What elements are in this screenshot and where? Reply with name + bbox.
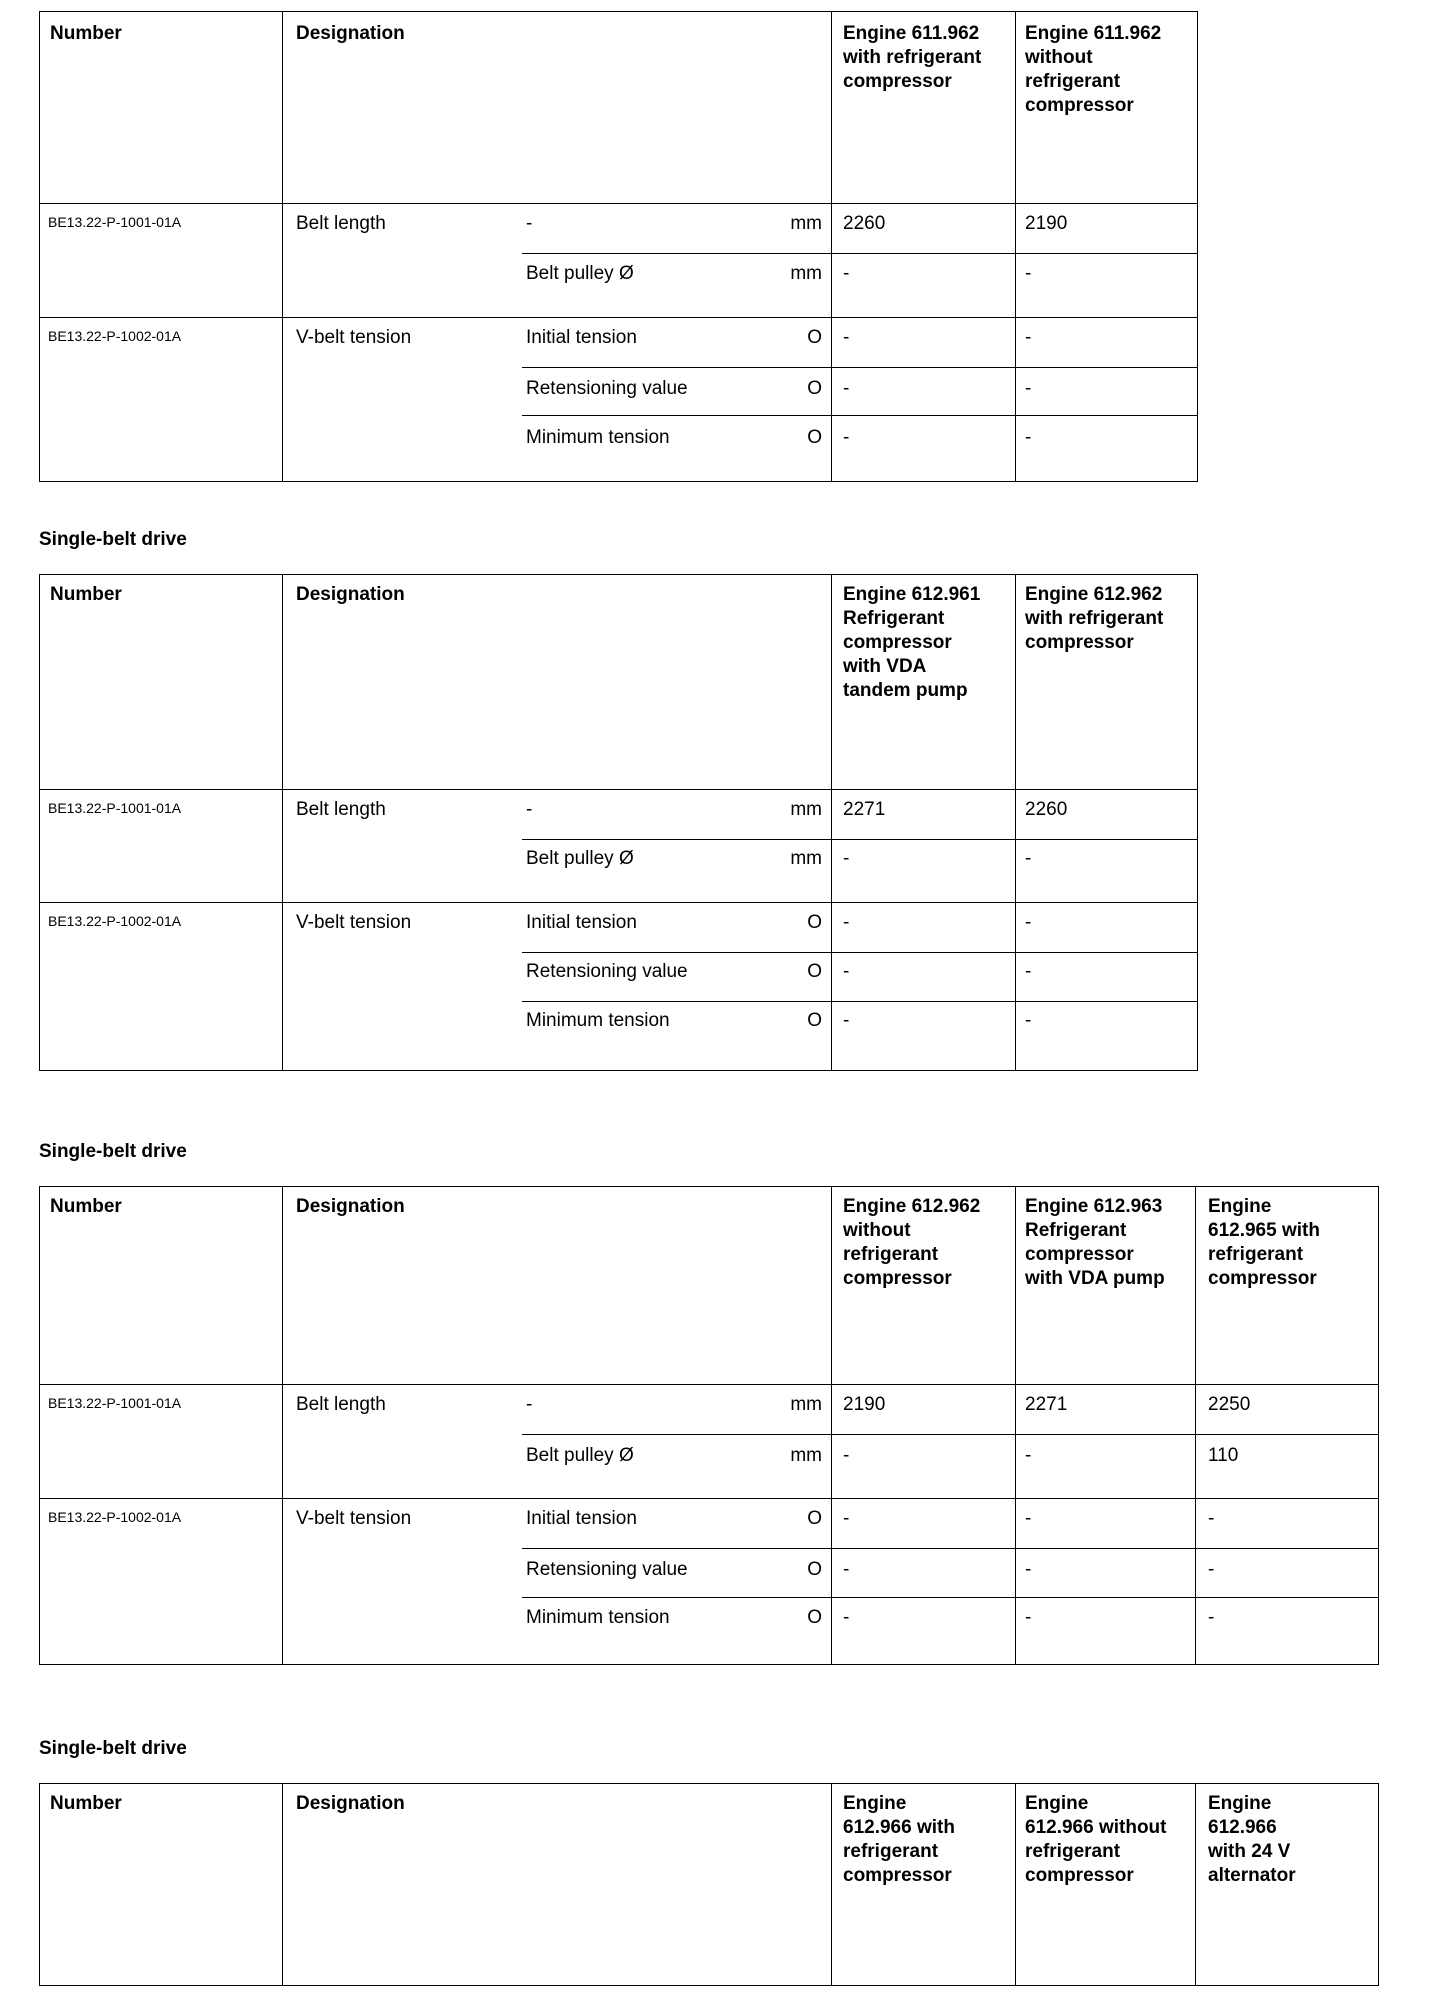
initial-tension-value: -: [843, 912, 850, 933]
belt-length-value: 2271: [843, 799, 886, 820]
section-heading: Single-belt drive: [39, 1738, 187, 1759]
dash-label: -: [526, 213, 533, 234]
vbelt-tension-code: BE13.22-P-1002-01A: [48, 913, 182, 929]
minimum-tension-value: -: [1208, 1607, 1215, 1628]
unit-o: O: [807, 912, 822, 933]
engine-column-header: Engine 612.966 with refrigerant compressor: [843, 1793, 955, 1886]
designation-header: Designation: [296, 1196, 405, 1217]
belt-pulley-value: -: [1025, 848, 1032, 869]
unit-mm: mm: [790, 799, 822, 820]
engine-column-header: Engine 612.962 with refrigerant compressor: [1025, 584, 1164, 653]
minimum-tension-label: Minimum tension: [526, 427, 670, 448]
belt-length-code: BE13.22-P-1001-01A: [48, 800, 182, 816]
minimum-tension-value: -: [1025, 427, 1032, 448]
dash-label: -: [526, 799, 533, 820]
engine-column-header: Engine 612.961 Refrigerant compressor with VDA tandem pump: [843, 584, 981, 701]
engine-column-header: Engine 612.966 with 24 V alternator: [1208, 1793, 1296, 1886]
unit-o: O: [807, 378, 822, 399]
unit-o: O: [807, 1607, 822, 1628]
retensioning-value: -: [843, 961, 850, 982]
minimum-tension-value: -: [1025, 1607, 1032, 1628]
number-header: Number: [50, 23, 122, 44]
retensioning-value: -: [1025, 961, 1032, 982]
unit-o: O: [807, 427, 822, 448]
retensioning-label: Retensioning value: [526, 378, 688, 399]
belt-pulley-value: -: [1025, 1445, 1032, 1466]
belt-length-value: 2250: [1208, 1394, 1251, 1415]
engine-column-header: Engine 612.962 without refrigerant compressor: [843, 1196, 981, 1289]
initial-tension-label: Initial tension: [526, 912, 637, 933]
unit-o: O: [807, 1010, 822, 1031]
retensioning-value: -: [843, 1559, 850, 1580]
belt-length-value: 2190: [1025, 213, 1068, 234]
spec-table-3: [39, 1186, 1379, 1665]
vbelt-tension-label: V-belt tension: [296, 912, 412, 933]
vbelt-tension-label: V-belt tension: [296, 327, 412, 348]
vbelt-tension-label: V-belt tension: [296, 1508, 412, 1529]
retensioning-value: -: [1025, 378, 1032, 399]
belt-pulley-label: Belt pulley Ø: [526, 848, 634, 869]
unit-mm: mm: [790, 1394, 822, 1415]
belt-length-label: Belt length: [296, 799, 386, 820]
belt-length-value: 2260: [1025, 799, 1068, 820]
belt-length-code: BE13.22-P-1001-01A: [48, 214, 182, 230]
minimum-tension-value: -: [843, 1607, 850, 1628]
spec-table-2: [39, 574, 1198, 1071]
belt-length-code: BE13.22-P-1001-01A: [48, 1395, 182, 1411]
engine-column-header: Engine 612.965 with refrigerant compressor: [1208, 1196, 1320, 1289]
belt-length-label: Belt length: [296, 1394, 386, 1415]
initial-tension-label: Initial tension: [526, 1508, 637, 1529]
retensioning-value: -: [843, 378, 850, 399]
engine-column-header: Engine 611.962 without refrigerant compressor: [1025, 23, 1162, 116]
unit-mm: mm: [790, 213, 822, 234]
minimum-tension-label: Minimum tension: [526, 1607, 670, 1628]
unit-mm: mm: [790, 848, 822, 869]
unit-o: O: [807, 327, 822, 348]
section-heading: Single-belt drive: [39, 529, 187, 550]
unit-mm: mm: [790, 263, 822, 284]
initial-tension-value: -: [1025, 327, 1032, 348]
belt-pulley-value: -: [843, 1445, 850, 1466]
initial-tension-value: -: [843, 1508, 850, 1529]
belt-pulley-label: Belt pulley Ø: [526, 1445, 634, 1466]
belt-pulley-value: -: [843, 848, 850, 869]
designation-header: Designation: [296, 23, 405, 44]
section-heading: Single-belt drive: [39, 1141, 187, 1162]
belt-pulley-value: -: [843, 263, 850, 284]
minimum-tension-value: -: [1025, 1010, 1032, 1031]
belt-length-value: 2190: [843, 1394, 886, 1415]
initial-tension-value: -: [1208, 1508, 1215, 1529]
minimum-tension-label: Minimum tension: [526, 1010, 670, 1031]
initial-tension-label: Initial tension: [526, 327, 637, 348]
retensioning-label: Retensioning value: [526, 1559, 688, 1580]
designation-header: Designation: [296, 1793, 405, 1814]
number-header: Number: [50, 1793, 122, 1814]
unit-o: O: [807, 1508, 822, 1529]
spec-table-4: [39, 1783, 1379, 1986]
belt-length-label: Belt length: [296, 213, 386, 234]
minimum-tension-value: -: [843, 1010, 850, 1031]
number-header: Number: [50, 584, 122, 605]
belt-length-value: 2271: [1025, 1394, 1068, 1415]
initial-tension-value: -: [1025, 1508, 1032, 1529]
engine-column-header: Engine 611.962 with refrigerant compressor: [843, 23, 982, 92]
initial-tension-value: -: [843, 327, 850, 348]
retensioning-value: -: [1025, 1559, 1032, 1580]
unit-o: O: [807, 961, 822, 982]
unit-o: O: [807, 1559, 822, 1580]
belt-length-value: 2260: [843, 213, 886, 234]
retensioning-value: -: [1208, 1559, 1215, 1580]
designation-header: Designation: [296, 584, 405, 605]
spec-table-1: [39, 11, 1198, 482]
belt-pulley-label: Belt pulley Ø: [526, 263, 634, 284]
engine-column-header: Engine 612.963 Refrigerant compressor with VDA pump: [1025, 1196, 1165, 1289]
belt-pulley-value: -: [1025, 263, 1032, 284]
engine-column-header: Engine 612.966 without refrigerant compressor: [1025, 1793, 1167, 1886]
vbelt-tension-code: BE13.22-P-1002-01A: [48, 1509, 182, 1525]
dash-label: -: [526, 1394, 533, 1415]
vbelt-tension-code: BE13.22-P-1002-01A: [48, 328, 182, 344]
initial-tension-value: -: [1025, 912, 1032, 933]
belt-pulley-value: 110: [1208, 1445, 1239, 1466]
retensioning-label: Retensioning value: [526, 961, 688, 982]
number-header: Number: [50, 1196, 122, 1217]
minimum-tension-value: -: [843, 427, 850, 448]
unit-mm: mm: [790, 1445, 822, 1466]
